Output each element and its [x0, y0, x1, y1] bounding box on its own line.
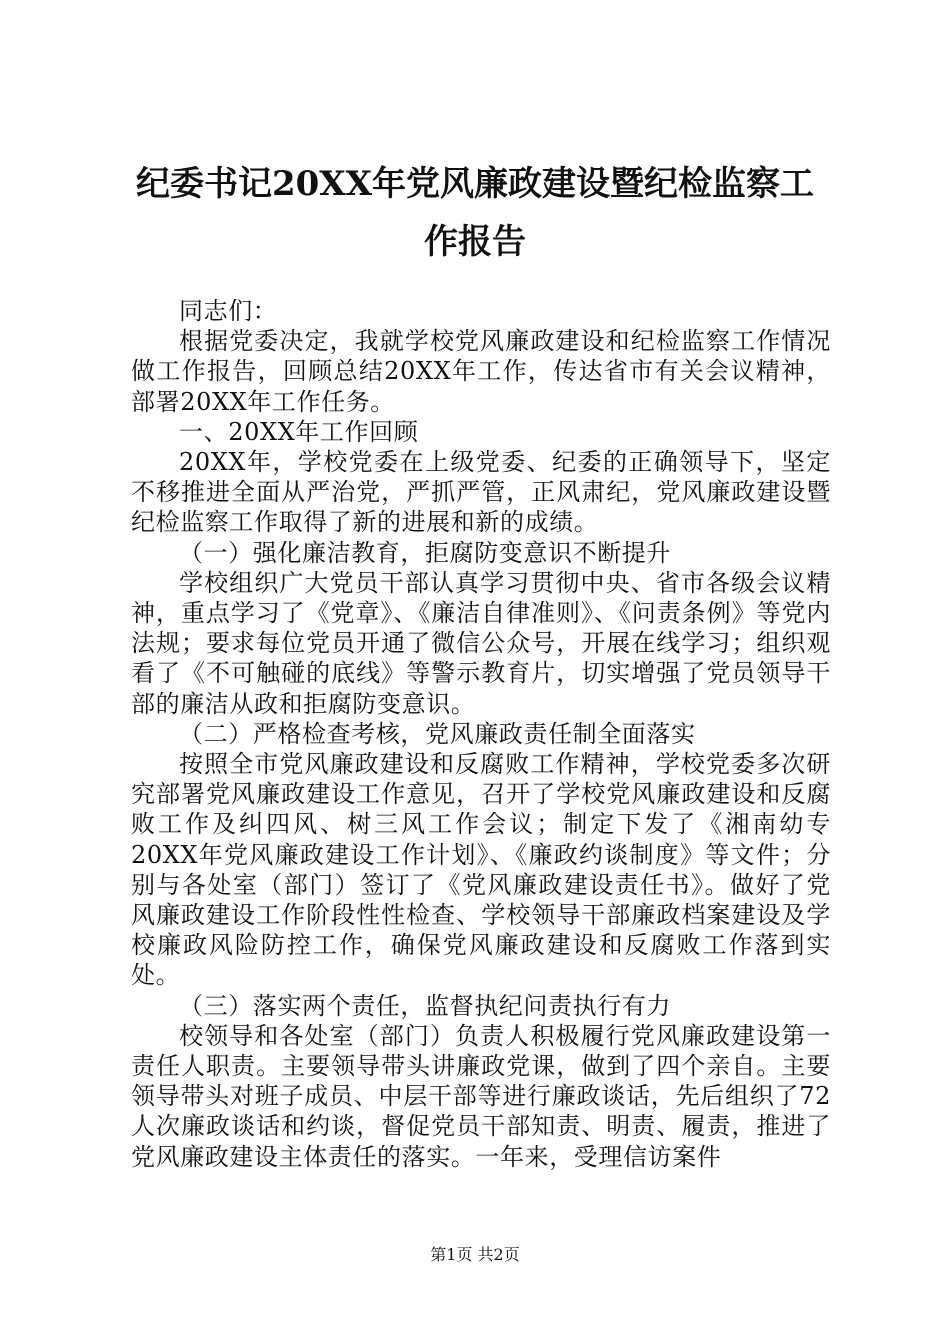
document-title-line-2: 作报告: [424, 222, 526, 262]
page-footer: 第1页 共2页: [430, 1245, 520, 1264]
body-paragraph: 按照全市党风廉政建设和反腐败工作精神，学校党委多次研究部署党风廉政建设工作意见，召开了学校党风廉政建设和反腐败工作及纠四风、树三风工作会议；制定下发了《湘南幼专20XX年党风廉政建设工作计划》、《廉政约谈制度》等文件；分别与各处室（部门）签订了《党风廉政建设责任书》。做好了党风廉政建设工作阶段性性检查、学校领导干部廉政档案建设及学校廉政风险防控工作，确保党风廉政建设和反腐败工作落到实处。: [131, 750, 831, 990]
body-paragraph: 根据党委决定，我就学校党风廉政建设和纪检监察工作情况做工作报告，回顾总结20XX年工作，传达省市有关会议精神，部署20XX年工作任务。: [131, 327, 831, 416]
subsection-heading: （二）严格检查考核，党风廉政责任制全面落实: [179, 719, 696, 748]
body-paragraph: 20XX年，学校党委在上级党委、纪委的正确领导下，坚定不移推进全面从严治党，严抓严管，正风肃纪，党风廉政建设暨纪检监察工作取得了新的进展和新的成绩。: [131, 448, 831, 537]
body-paragraph: 学校组织广大党员干部认真学习贯彻中央、省市各级会议精神，重点学习了《党章》、《廉洁自律准则》、《问责条例》等党内法规；要求每位党员开通了微信公众号，开展在线学习；组织观看了《不可触碰的底线》等警示教育片，切实增强了党员领导干部的廉洁从政和拒腐防变意识。: [131, 568, 831, 718]
salutation: 同志们：: [179, 297, 278, 325]
section-heading: 一、20XX年工作回顾: [179, 417, 419, 446]
subsection-heading: （一）强化廉洁教育，拒腐防变意识不断提升: [179, 538, 671, 567]
document-body: [131, 296, 831, 1172]
subsection-heading: （三）落实两个责任，监督执纪问责执行有力: [179, 991, 671, 1020]
body-paragraph: 校领导和各处室（部门）负责人积极履行党风廉政建设第一责任人职责。主要领导带头讲廉政党课，做到了四个亲自。主要领导带头对班子成员、中层干部等进行廉政谈话，先后组织了72人次廉政谈话和约谈，督促党员干部知责、明责、履责，推进了党风廉政建设主体责任的落实。一年来，受理信访案件: [131, 1021, 831, 1171]
document-title-line-1: 纪委书记20XX年党风廉政建设暨纪检监察工: [135, 164, 815, 204]
